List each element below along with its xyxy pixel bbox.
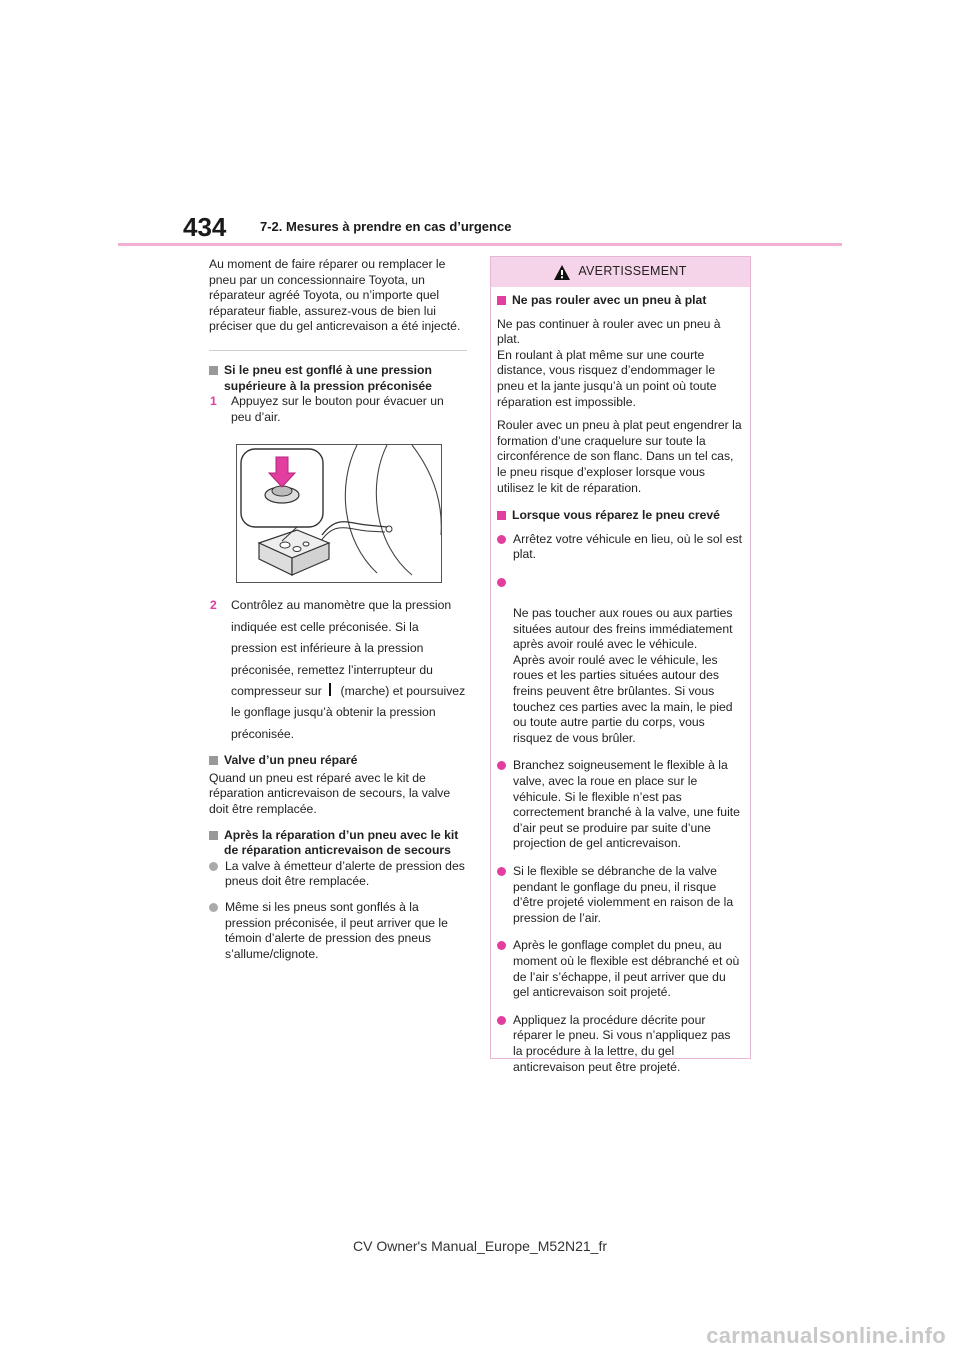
list-item <box>209 859 467 890</box>
section-heading-valve: Valve d’un pneu réparé <box>209 753 467 769</box>
footer-text: CV Owner's Manual_Europe_M52N21_fr <box>352 1238 608 1254</box>
step-2 <box>209 595 467 745</box>
warning-list-item-text: Branchez soigneusement le flexible à la valve, avec la roue en place sur le véhicule. Si le flexible n’est pas correctement branché à la valve, une fuite d’air peut se produire par suite d’une projection de gel anticrevaison. <box>513 758 740 851</box>
section-heading-after-repair: Après la réparation d’un pneu avec le kit de réparation anticrevaison de secours <box>209 828 467 859</box>
bullet-icon <box>209 862 218 871</box>
header-rule <box>118 243 842 246</box>
warning-list-item <box>497 1013 742 1075</box>
bullet-icon <box>497 941 506 950</box>
divider <box>209 350 467 351</box>
step-text-b: (marche) et poursuivez le gonflage jusqu’à obtenir la pression préconisée. <box>231 683 466 741</box>
bullet-icon <box>497 761 506 770</box>
left-column <box>209 257 467 972</box>
section-title: 7-2. Mesures à prendre en cas d’urgence <box>260 219 512 234</box>
warning-list-item-text: Appliquez la procédure décrite pour réparer le pneu. Si vous n’appliquez pas la procédure à la lettre, du gel anticrevaison peut être projeté. <box>513 1012 731 1074</box>
warning-list-item <box>497 938 742 1000</box>
warning-list-item-text: Après le gonflage complet du pneu, au moment où le flexible est débranché et où de l’air s’échappe, il peut arriver que du gel anticrevaison soit projeté. <box>513 938 740 1000</box>
warning-list-item-text: Ne pas toucher aux roues ou aux parties situées autour des freins immédiatement après avoir roulé avec le véhicule. Après avoir roulé avec le véhicule, les roues et les parties situées autour des freins peuvent être brûlantes. Si vous touchez ces parties avec la main, le pied ou toute autre partie du corps, vous risquez de vous brûler. <box>513 606 733 745</box>
warning-paragraph: Ne pas continuer à rouler avec un pneu à plat. En roulant à plat même sur une courte distance, vous risquez d’endommager le pneu et la jante jusqu’à un point où toute réparation est impossible. <box>497 316 721 409</box>
compressor-illustration <box>236 444 442 583</box>
compressor-drawing <box>237 445 441 582</box>
step-text: Appuyez sur le bouton pour évacuer un peu d’air. <box>231 394 444 424</box>
power-on-icon <box>329 683 331 696</box>
warning-heading-repair: Lorsque vous réparez le pneu crevé <box>497 508 742 524</box>
step-text-a: Contrôlez au manomètre que la pression indiquée est celle préconisée. Si la pression est inférieure à la pression préconisée, remettez l’interrupteur du compresseur sur <box>231 598 452 698</box>
warning-title: AVERTISSEMENT <box>578 264 687 279</box>
bullet-icon <box>497 535 506 544</box>
warning-list-item-text: Si le flexible se débranche de la valve pendant le gonflage du pneu, il risque d’être projeté violemment en raison de la pression de l’air. <box>513 864 734 925</box>
bullet-icon <box>497 1016 506 1025</box>
step-1 <box>209 394 467 425</box>
warning-list-item <box>497 758 742 852</box>
bullet-icon <box>497 578 506 587</box>
warning-list-item <box>497 575 742 747</box>
warning-body <box>491 287 750 1075</box>
list-item-text: La valve à émetteur d’alerte de pression des pneus doit être remplacée. <box>225 858 465 889</box>
bullet-icon <box>497 867 506 876</box>
warning-header <box>491 257 750 287</box>
warning-heading-flat-tire: Ne pas rouler avec un pneu à plat <box>497 293 742 309</box>
step-number: 2 <box>210 598 217 613</box>
warning-list-item-text: Arrêtez votre véhicule en lieu, où le sol est plat. <box>513 531 742 562</box>
list-item-text: Même si les pneus sont gonflés à la pression préconisée, il peut arriver que le témoin d’alerte de pression des pneus s’allume/clignote. <box>225 899 448 961</box>
step-number: 1 <box>210 394 217 409</box>
section-heading-overinflated: Si le pneu est gonflé à une pression supérieure à la pression préconisée <box>209 363 467 394</box>
warning-list-item <box>497 532 742 563</box>
warning-box <box>490 256 751 1074</box>
watermark: carmanualsonline.info <box>706 1323 946 1348</box>
warning-list-item <box>497 864 742 926</box>
warning-paragraph: Rouler avec un pneu à plat peut engendrer la formation d’une craquelure sur toute la circonférence de son flanc. Dans un tel cas, le pneu risque d’exploser lorsque vous utilisez le kit de réparation. <box>497 418 742 495</box>
valve-paragraph: Quand un pneu est réparé avec le kit de réparation anticrevaison de secours, la valve doit être remplacée. <box>209 770 451 816</box>
bullet-icon <box>209 903 218 912</box>
page-number: 434 <box>183 212 227 242</box>
warning-triangle-icon <box>554 265 570 280</box>
list-item <box>209 900 467 962</box>
intro-paragraph: Au moment de faire réparer ou remplacer le pneu par un concessionnaire Toyota, un réparateur agréé Toyota, ou n’importe quel réparateur fiable, assurez-vous de bien lui préciser que du gel anticrevaison a été injecté. <box>209 257 461 334</box>
